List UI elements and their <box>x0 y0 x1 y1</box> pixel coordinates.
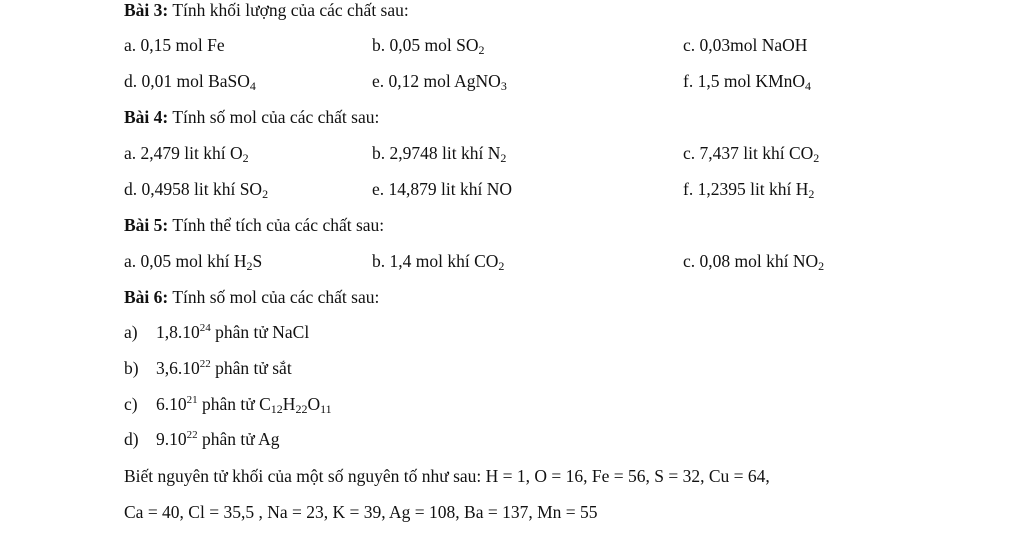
bai5-text: Tính thể tích của các chất sau: <box>172 215 385 235</box>
bai5-item-a: a. 0,05 mol khí $H_2S$ <box>124 251 263 273</box>
bai6-title <box>124 287 379 308</box>
atomic-mass-note-line2: Ca = 40, Cl = 35,5 , Na = 23, K = 39, Ag = 108, Ba = 137, Mn = 55 <box>124 502 598 522</box>
bai4-item-b: b. 2,9748 lit khí $N_2$ <box>372 143 507 165</box>
bai3-text: Tính khối lượng của các chất sau: <box>172 0 409 20</box>
bai4-item-d: d. 0,4958 lit khí $SO_2$ <box>124 179 269 201</box>
bai3-item-c: c. 0,03mol NaOH <box>683 35 808 55</box>
bai3-item-e: e. 0,12 mol AgNO$_3$ <box>372 71 507 93</box>
bai6-item-b: b) 3,6.10$^{22}$ phân tử sắt <box>124 358 292 378</box>
bai4-title <box>124 107 379 128</box>
bai5-label: Bài 5: <box>124 215 169 235</box>
bai4-label: Bài 4: <box>124 107 169 127</box>
bai4-item-a: a. 2,479 lit khí $O_2$ <box>124 143 249 165</box>
bai3-item-f: f. 1,5 mol KMnO$_4$ <box>683 71 812 93</box>
bai6-item-a: a) 1,8.10$^{24}$ phân tử NaCl <box>124 322 310 342</box>
bai5-item-c: c. 0,08 mol khí $NO_2$ <box>683 251 825 273</box>
bai3-title <box>124 0 409 21</box>
bai6-item-d: d) 9.10$^{22}$ phân tử Ag <box>124 429 280 449</box>
bai4-item-c: c. 7,437 lit khí $CO_2$ <box>683 143 820 165</box>
bai3-item-d: d. 0,01 mol BaSO$_4$ <box>124 71 256 93</box>
bai5-title <box>124 215 384 236</box>
bai6-item-c: c) 6.10$^{21}$ phân tử $C_{12}H_{22}O_{11}$ <box>124 394 332 416</box>
bai6-label: Bài 6: <box>124 287 169 307</box>
bai3-item-b: b. 0,05 mol $SO_2$ <box>372 35 485 57</box>
bai3-item-a: a. 0,15 mol Fe <box>124 35 225 55</box>
atomic-mass-note-line1: Biết nguyên tử khối của một số nguyên tố như sau: H = 1, O = 16, Fe = 56, S = 32, Cu = 64, <box>124 466 770 486</box>
bai4-item-e: e. 14,879 lit khí NO <box>372 179 512 199</box>
bai4-item-f: f. 1,2395 lit khí $H_2$ <box>683 179 815 201</box>
bai4-text: Tính số mol của các chất sau: <box>172 107 380 127</box>
bai3-label: Bài 3: <box>124 0 169 20</box>
bai6-text: Tính số mol của các chất sau: <box>172 287 380 307</box>
bai5-item-b: b. 1,4 mol khí $CO_2$ <box>372 251 505 273</box>
